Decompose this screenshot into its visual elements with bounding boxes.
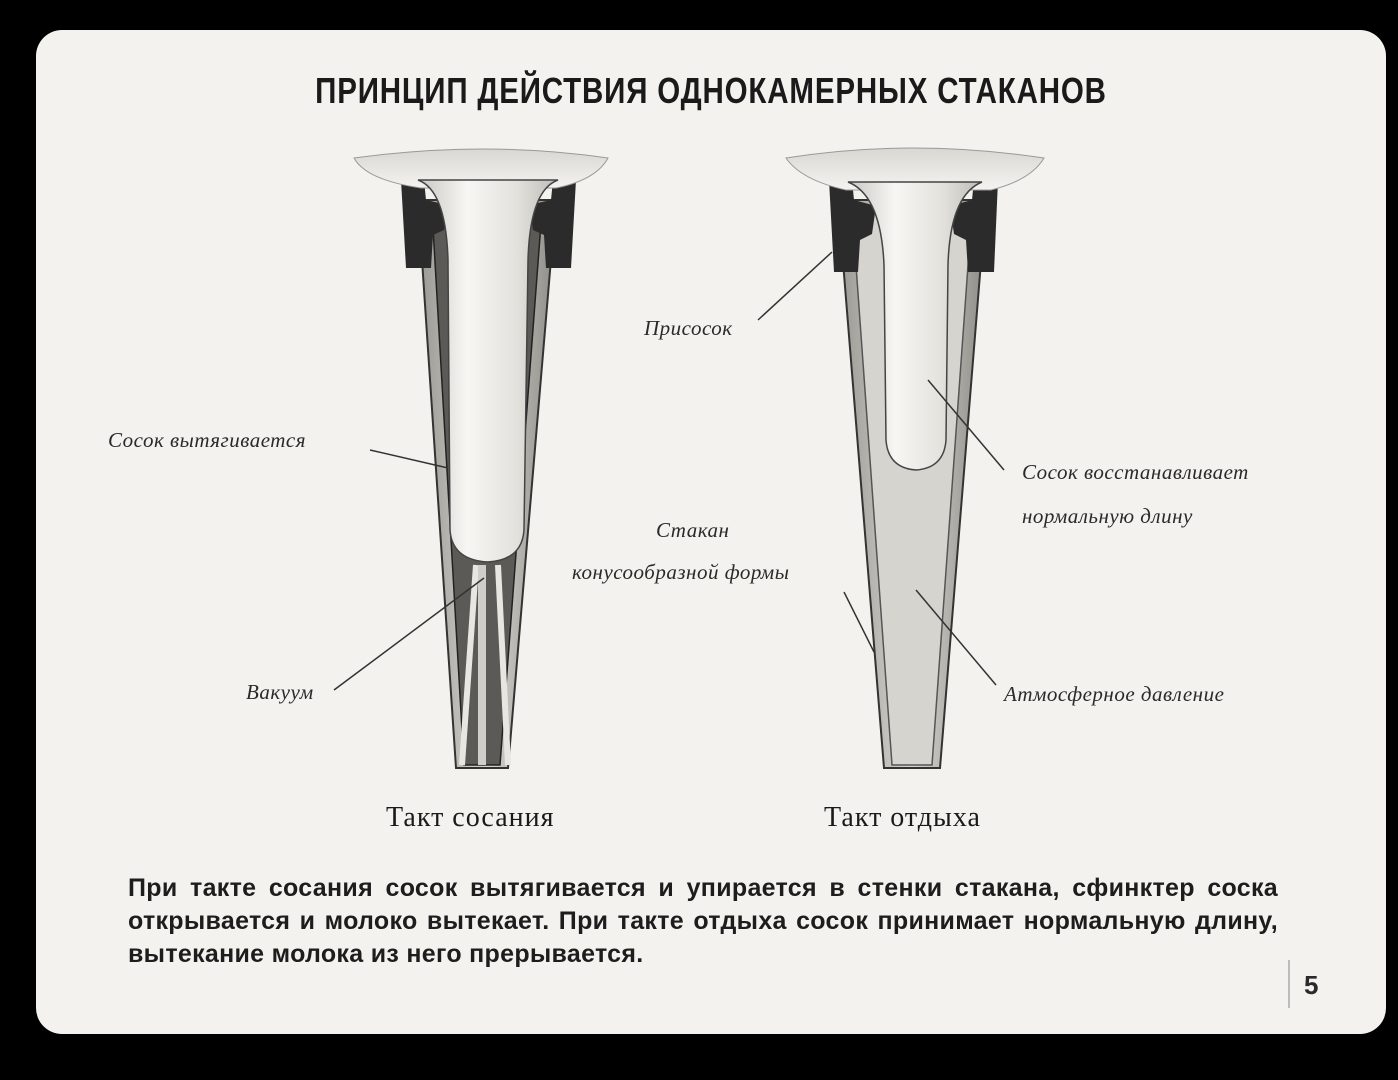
slide bbox=[36, 30, 1386, 1034]
page-number-rule bbox=[1288, 960, 1290, 1008]
label-teat-stretches: Сосок вытягивается bbox=[108, 428, 306, 452]
caption-rest: Такт отдыха bbox=[824, 802, 981, 833]
label-cup-2: конусообразной формы bbox=[572, 560, 790, 584]
cup-rest-phase bbox=[786, 148, 1044, 768]
page-number: 5 bbox=[1304, 970, 1319, 1000]
label-vacuum: Вакуум bbox=[246, 680, 314, 704]
caption-suction: Такт сосания bbox=[386, 802, 555, 833]
label-teat-restores-2: нормальную длину bbox=[1022, 504, 1193, 528]
label-atmospheric: Атмосферное давление bbox=[1004, 682, 1225, 706]
label-liner: Присосок bbox=[644, 316, 733, 340]
label-cup-1: Стакан bbox=[656, 518, 730, 542]
label-teat-restores-1: Сосок восстанавливает bbox=[1022, 460, 1249, 484]
description-text: При такте сосания сосок вытягивается и упирается в стенки стакана, сфинктер соска открывается и молоко вытекает. При такте отдыха сосок принимает нормальную длину, вытекание молока из него прерывается. bbox=[128, 874, 1278, 968]
cup-suction-phase bbox=[354, 149, 608, 768]
page-title: ПРИНЦИП ДЕЙСТВИЯ ОДНОКАМЕРНЫХ СТАКАНОВ bbox=[315, 70, 1107, 111]
